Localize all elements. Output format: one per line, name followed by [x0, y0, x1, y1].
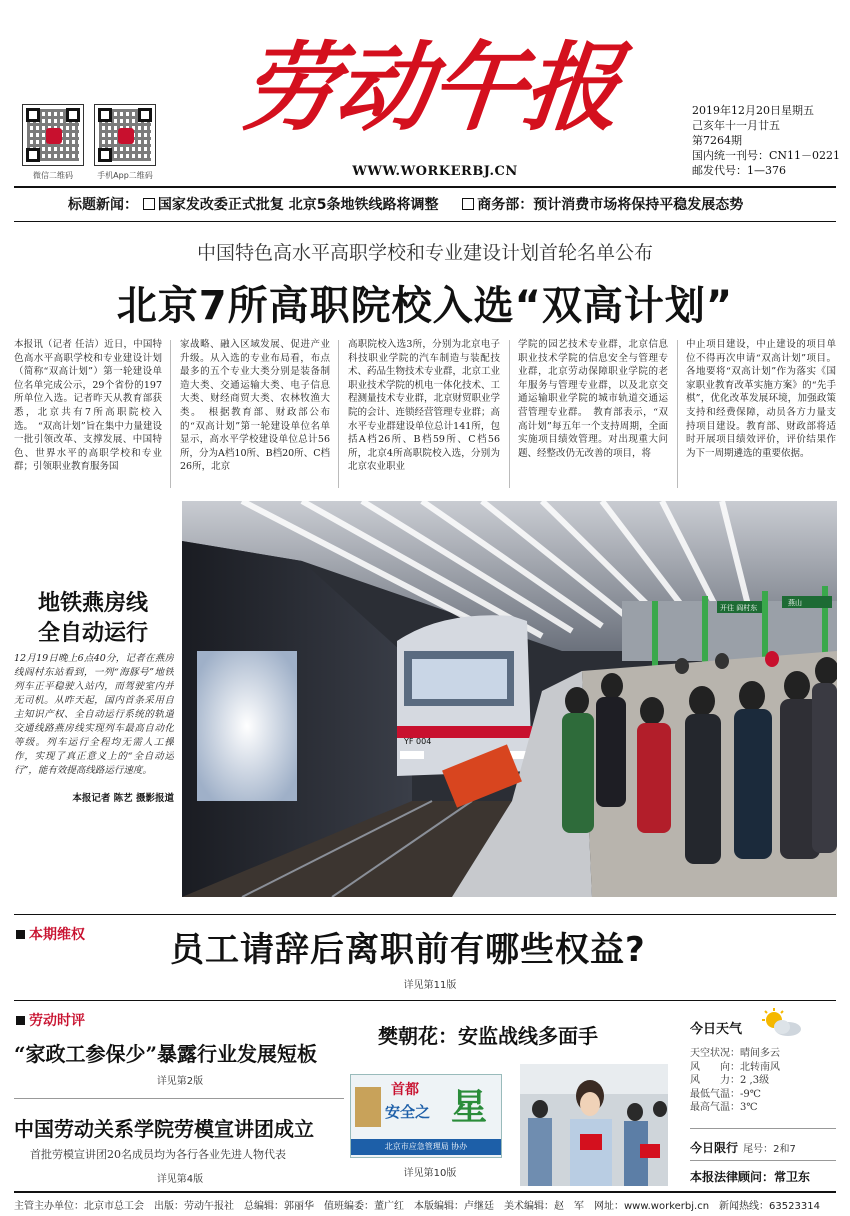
weather-row: 最高气温：3℃ — [690, 1102, 758, 1113]
metro-platform-illustration — [182, 501, 837, 897]
rights-page-ref[interactable]: 详见第11版 — [403, 980, 457, 991]
footer-rule — [14, 1191, 836, 1193]
fan-photo-illustration — [520, 1064, 668, 1186]
section-rule — [14, 1000, 836, 1001]
lead-column: 中止项目建设，中止建设的项目单位不得再次申请“双高计划”项目。各地要将“双高计划”作为落实《国家职业教育改革实施方案》的“先手棋”，优化改革发展环境，加强政策支持和经费保障，动员各方力量支持项目建设。教育部、财政部将适时开展项目绩效评价，评价结果作为下一周期遴选的重要依据。 — [686, 339, 836, 459]
footer-credits: 主管主办单位：北京市总工会 出版：劳动午报社 总编辑：郭丽华 值班编委：董广红 本版编辑：卢继廷 美术编辑：赵 军 网址：www.workerbj.cn 新闻热线：63523314 — [14, 1201, 820, 1212]
headline-item[interactable]: 国家发改委正式批复 北京5条地铁线路将调整 — [157, 197, 439, 213]
station-sign: 燕山 — [788, 599, 802, 607]
lead-column: 高职院校入选3所，分别为北京电子科技职业学院的汽车制造与装配技术、药品生物技术专业群，北京工业职业技术学院的机电一体化技术、工程测量技术专业群，北京财贸职业学院的会计、连锁经营管理专业群；高水平专业群建设单位总计141所，包括A档26所、B档59所、C档56所，北京4所高职院校入选，分别为北京农业职业 — [348, 339, 500, 473]
logo-line1: 首都 — [391, 1082, 419, 1098]
commentary-page-ref[interactable]: 详见第2版 — [156, 1076, 204, 1087]
checkbox-icon — [462, 198, 474, 210]
fan-page-ref[interactable]: 详见第10版 — [403, 1168, 457, 1179]
weather-details — [690, 1047, 840, 1115]
lead-subtitle: 中国特色高水平高职学校和专业建设计划首轮名单公布 — [196, 242, 653, 264]
lead-title: 北京7所高职院校入选“双高计划” — [116, 283, 734, 329]
cn-number: 国内统一刊号：CN11－0221 — [692, 149, 841, 162]
commentary-tag — [16, 1010, 85, 1030]
metro-photo — [182, 501, 837, 897]
weather-row: 最低气温：-9℃ — [690, 1088, 761, 1100]
qr1-caption: 微信二维码 — [33, 171, 73, 180]
lunar-date: 己亥年十一月廿五 — [692, 119, 780, 132]
legal-counsel: 本报法律顾问：常卫东 — [690, 1170, 811, 1184]
lead-column: 本报讯（记者 任洁）近日，中国特色高水平高职学校和专业建设计划（简称“双高计划”）第一轮建设单位名单完成公示，29个省份的197所单位入选。记者昨天从教育部获悉，北京共有7所高职院校入选。 “双高计划”旨在集中力量建设一批引领改革、支撑发展、中国特色、世界水平的高职学校和专业群；引领职业教育服务国 — [14, 339, 162, 473]
logo-star: 星 — [451, 1087, 488, 1128]
column-divider — [509, 340, 510, 488]
issue-date: 2019年12月20日星期五 — [692, 104, 814, 117]
lead-column: 学院的园艺技术专业群，北京信息职业技术学院的信息安全与管理专业群，北京劳动保障职业学院的老年服务与管理专业群，以及北京交通运输职业学院的城市轨道交通运营管理专业群。 教育部表示，“双高计划”每五年一个支持周期，全面实施项目绩效管理。对出现重大问题、经整改仍无改善的项目，将 — [518, 339, 668, 459]
headline-rule — [14, 221, 836, 222]
section-rule — [14, 914, 836, 915]
rights-tag — [16, 924, 85, 944]
masthead-rule — [14, 186, 836, 188]
college-title: 中国劳动关系学院劳模宣讲团成立 — [14, 1117, 314, 1141]
rights-title: 员工请辞后离职前有哪些权益? — [170, 930, 646, 970]
column-divider — [338, 340, 339, 488]
limit-label: 今日限行 — [690, 1141, 739, 1155]
station-sign: 开往 阎村东 — [720, 604, 758, 612]
section-rule — [14, 1098, 344, 1099]
qr2-caption: 手机App二维码 — [97, 171, 153, 180]
traffic-limit — [690, 1137, 840, 1156]
postal-code: 邮发代号：1—376 — [692, 164, 786, 177]
masthead-title: 劳动午报 — [236, 31, 624, 144]
website-url[interactable]: WWW.WORKERBJ.CN — [352, 164, 518, 179]
limit-value: 尾号：2和7 — [743, 1144, 796, 1155]
checkbox-icon — [143, 198, 155, 210]
weather-row: 风 向：北转南风 — [690, 1061, 780, 1073]
college-subtitle: 首批劳模宣讲团20名成员均为各行各业先进人物代表 — [30, 1148, 286, 1161]
commentary-tag-label: 劳动时评 — [29, 1013, 85, 1029]
commentary-title: “家政工参保少”暴露行业发展短板 — [14, 1042, 318, 1066]
headline-strip — [68, 194, 838, 214]
metro-title — [14, 588, 172, 648]
partly-cloudy-icon — [758, 1008, 804, 1038]
metro-title-line: 地铁燕房线 — [37, 590, 148, 616]
app-qr-code — [94, 104, 156, 166]
metro-title-line: 全自动运行 — [37, 620, 148, 646]
column-divider — [170, 340, 171, 488]
square-bullet-icon — [16, 1016, 25, 1025]
logo-org: 北京市应急管理局 协办 — [384, 1142, 468, 1151]
issue-number: 第7264期 — [692, 134, 742, 147]
weather-title: 今日天气 — [690, 1022, 743, 1037]
safety-star-logo — [350, 1074, 502, 1158]
fan-photo — [520, 1064, 668, 1186]
section-rule — [690, 1160, 836, 1161]
square-bullet-icon — [16, 930, 25, 939]
college-page-ref[interactable]: 详见第4版 — [156, 1174, 204, 1185]
tiananmen-icon — [355, 1087, 381, 1127]
train-id: YF 004 — [404, 737, 432, 746]
headline-item[interactable]: 商务部：预计消费市场将保持平稳发展态势 — [477, 197, 744, 213]
headline-label: 标题新闻： — [68, 197, 138, 213]
rights-tag-label: 本期维权 — [29, 927, 85, 943]
logo-line2: 安全之 — [385, 1103, 431, 1121]
lead-column: 家战略、融入区域发展、促进产业升级。从入选的专业布局看，布点最多的五个专业大类分别是装备制造大类、交通运输大类、电子信息大类、财经商贸大类、农林牧渔大类。 根据教育部、财政部公布的“双高计划”第一轮建设单位名单显示，高水平学校建设单位总计56所，分为A档10所、B档20所、C档26所，北京 — [180, 339, 330, 473]
metro-body: 12月19日晚上6点40分，记者在燕房线阎村东站看到，一列“海豚号”地铁列车正平稳驶入站内，而驾驶室内并无司机。从昨天起，国内首条采用自主知识产权、全自动运行系统的轨道交通线路燕房线实现列车最高自动化等级。列车运行全程均无需人工操作，实现了真正意义上的“全自动运行”，能有效提高线路运行速度。 — [14, 653, 174, 776]
wechat-qr-code — [22, 104, 84, 166]
metro-byline: 本报记者 陈艺 摄影报道 — [72, 793, 174, 804]
issue-info — [692, 103, 842, 178]
column-divider — [677, 340, 678, 488]
fan-title: 樊朝花：安监战线多面手 — [378, 1024, 598, 1048]
section-rule — [690, 1128, 836, 1129]
weather-row: 风 力：2 ,3级 — [690, 1075, 770, 1086]
weather-row: 天空状况：晴间多云 — [690, 1048, 780, 1059]
